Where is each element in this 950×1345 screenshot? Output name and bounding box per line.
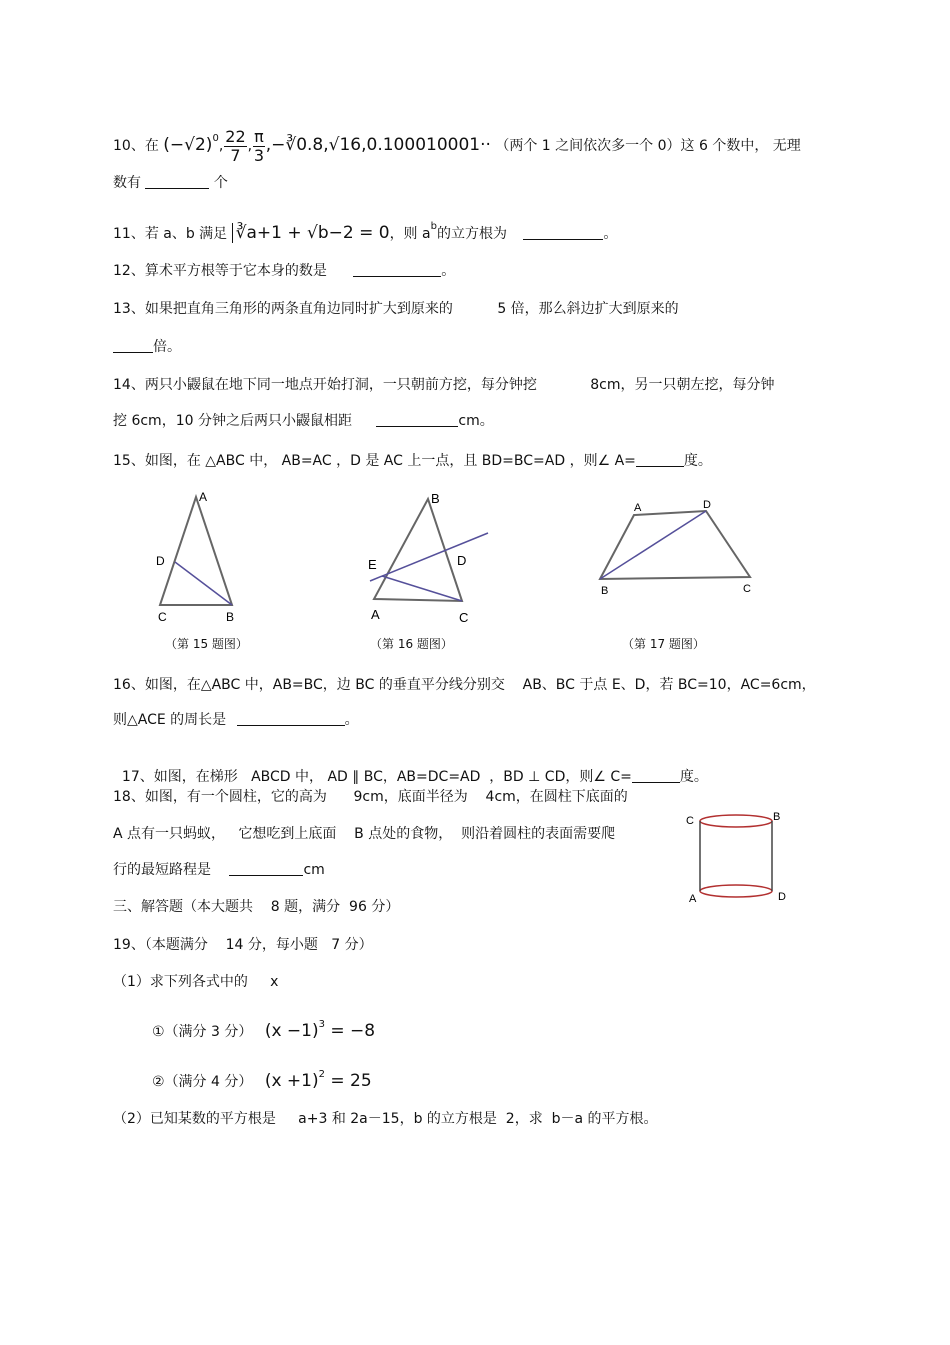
answer-blank[interactable] xyxy=(376,412,458,427)
q10-expr-open: (−√2) xyxy=(163,135,213,155)
q11-line xyxy=(113,218,617,243)
fig17-label-c: C xyxy=(743,583,751,595)
q18-line2: A 点有一只蚂蚁， 它想吃到上底面 B 点处的食物， 则沿着圆柱的表面需要爬 xyxy=(113,826,616,842)
q19-eq2-label: ②（满分 4 分） xyxy=(152,1074,253,1090)
q15-end: 度。 xyxy=(683,453,712,469)
fig16-label-c: C xyxy=(459,610,469,625)
answer-blank[interactable] xyxy=(632,768,680,783)
q14-line1: 14、两只小鼹鼠在地下同一地点开始打洞，一只朝前方挖，每分钟挖 8cm，另一只朝左挖，每分钟 xyxy=(113,377,775,393)
answer-blank[interactable] xyxy=(229,861,303,876)
q11-b-sup: b xyxy=(430,221,437,232)
q17-line xyxy=(113,750,708,786)
fig16-label-b: B xyxy=(431,491,440,506)
answer-blank[interactable] xyxy=(523,225,603,240)
q19-eq2-rhs: = 25 xyxy=(324,1071,372,1091)
fig16-label-a: A xyxy=(371,607,380,622)
q11-a: 11、若 a、b 满足 xyxy=(113,226,228,242)
q19-part2: （2）已知某数的平方根是 a+3 和 2a－15，b 的立方根是 2，求 b－a 的平方根。 xyxy=(113,1111,658,1127)
fig16-caption: （第 16 题图） xyxy=(370,637,453,651)
q17-text: 17、如图，在梯形 ABCD 中， AD ∥ BC，AB=DC=AD ，BD ⊥ CD，则∠ C= xyxy=(121,769,632,785)
q14-line2-text: 挖 6cm，10 分钟之后两只小鼹鼠相距 xyxy=(113,413,352,429)
fig17-label-b: B xyxy=(601,585,609,597)
q19-eq1 xyxy=(152,1016,375,1041)
q16-line1: 16、如图，在△ABC 中，AB=BC，边 BC 的垂直平分线分别交 AB、BC 于点 E、D，若 BC=10，AC=6cm， xyxy=(113,677,816,693)
fig17-label-a: A xyxy=(634,502,642,514)
fig15-label-b: B xyxy=(226,610,235,624)
fig17-caption: （第 17 题图） xyxy=(622,637,705,651)
q18-line3 xyxy=(113,861,325,879)
figure-15 xyxy=(150,485,250,625)
q12-text: 12、算术平方根等于它本身的数是 xyxy=(113,263,327,279)
q10-line1: 10、在 $(-√2)^0$, $\frac{22}{7}$ , $\frac{\pi}{3}$ ,−∛0.8,√16,0.100010001·· （两个 1 之间依次多一个 0）这 6 个数中， 无理 xyxy=(113,126,801,165)
q10-note: （两个 1 之间依次多一个 0）这 6 个数中， 无理 xyxy=(495,138,801,154)
q17-end: 度。 xyxy=(679,769,708,785)
q19-eq1-label: ①（满分 3 分） xyxy=(152,1024,253,1040)
fig16-label-d: D xyxy=(457,553,467,568)
section-3-heading: 三、解答题（本大题共 8 题，满分 96 分） xyxy=(113,899,400,915)
q10-line2-b: 个 xyxy=(213,175,228,191)
answer-blank[interactable] xyxy=(237,711,345,726)
q10-number: 10、在 xyxy=(113,138,159,154)
cyl-label-c: C xyxy=(686,815,694,827)
q10-fraction-22-7: $\frac{22}{7}$ xyxy=(225,126,246,165)
q18-line1: 18、如图，有一个圆柱，它的高为 9cm，底面半径为 4cm，在圆柱下底面的 xyxy=(113,789,628,805)
q12-line xyxy=(113,262,455,280)
q10-line2-a: 数有 xyxy=(113,175,141,191)
q11-c: 的立方根为 xyxy=(436,226,507,242)
q19-eq1-sup: 3 xyxy=(318,1019,325,1030)
q19-eq1-rhs: = −8 xyxy=(324,1021,376,1041)
q15-text: 15、如图，在 △ABC 中， AB=AC ，D 是 AC 上一点，且 BD=BC=AD ，则∠ A= xyxy=(113,453,636,469)
q18-line3-text: 行的最短路程是 xyxy=(113,862,211,878)
fig16-label-e: E xyxy=(368,557,377,572)
q10-fraction-pi-3: $\frac{\pi}{3}$ xyxy=(253,126,264,165)
q19-title: 19、（本题满分 14 分，每小题 7 分） xyxy=(113,937,373,953)
q10-expr-zero: 0 xyxy=(212,133,219,144)
fig15-label-a: A xyxy=(199,490,208,504)
q19-eq2-sup: 2 xyxy=(318,1069,325,1080)
fig15-caption: （第 15 题图） xyxy=(165,637,248,651)
answer-blank[interactable] xyxy=(145,174,209,189)
q16-line2 xyxy=(113,711,359,729)
answer-blank[interactable] xyxy=(636,452,684,467)
figure-cylinder xyxy=(680,805,800,910)
fig17-label-d: D xyxy=(703,499,711,511)
figure-17 xyxy=(590,495,760,605)
q14-line2 xyxy=(113,412,494,430)
fig15-label-c: C xyxy=(158,610,167,624)
q18-line3-end: cm xyxy=(303,862,325,878)
q19-eq1-expr: (x −1) xyxy=(264,1021,319,1041)
q14-line2-end: cm。 xyxy=(458,413,494,429)
cyl-label-a: A xyxy=(689,893,697,905)
q19-eq2-expr: (x +1) xyxy=(264,1071,319,1091)
q16-line2-text: 则△ACE 的周长是 xyxy=(113,712,227,728)
figure-16 xyxy=(360,485,500,630)
q16-end: 。 xyxy=(344,712,359,728)
fig15-label-d: D xyxy=(156,554,165,568)
q11-b: ，则 a xyxy=(389,226,431,242)
q13-line2 xyxy=(113,338,181,356)
answer-blank[interactable] xyxy=(113,338,153,353)
q15-line xyxy=(113,452,712,470)
cyl-label-d: D xyxy=(778,891,786,903)
q10-rest-expr: ,−∛0.8,√16,0.100010001·· xyxy=(265,135,491,155)
q10-line2 xyxy=(113,174,228,192)
answer-blank[interactable] xyxy=(353,262,441,277)
q11-expr: ∛a+1 + √b−2 = 0 xyxy=(232,223,390,243)
q19-eq2 xyxy=(152,1066,372,1091)
q12-end: 。 xyxy=(441,263,456,279)
cyl-label-b: B xyxy=(773,811,781,823)
q13-line2-text: 倍。 xyxy=(153,339,181,355)
q11-end: 。 xyxy=(603,226,618,242)
q13-line1: 13、如果把直角三角形的两条直角边同时扩大到原来的 5 倍，那么斜边扩大到原来的 xyxy=(113,301,679,317)
q19-part1: （1）求下列各式中的 x xyxy=(113,974,279,990)
